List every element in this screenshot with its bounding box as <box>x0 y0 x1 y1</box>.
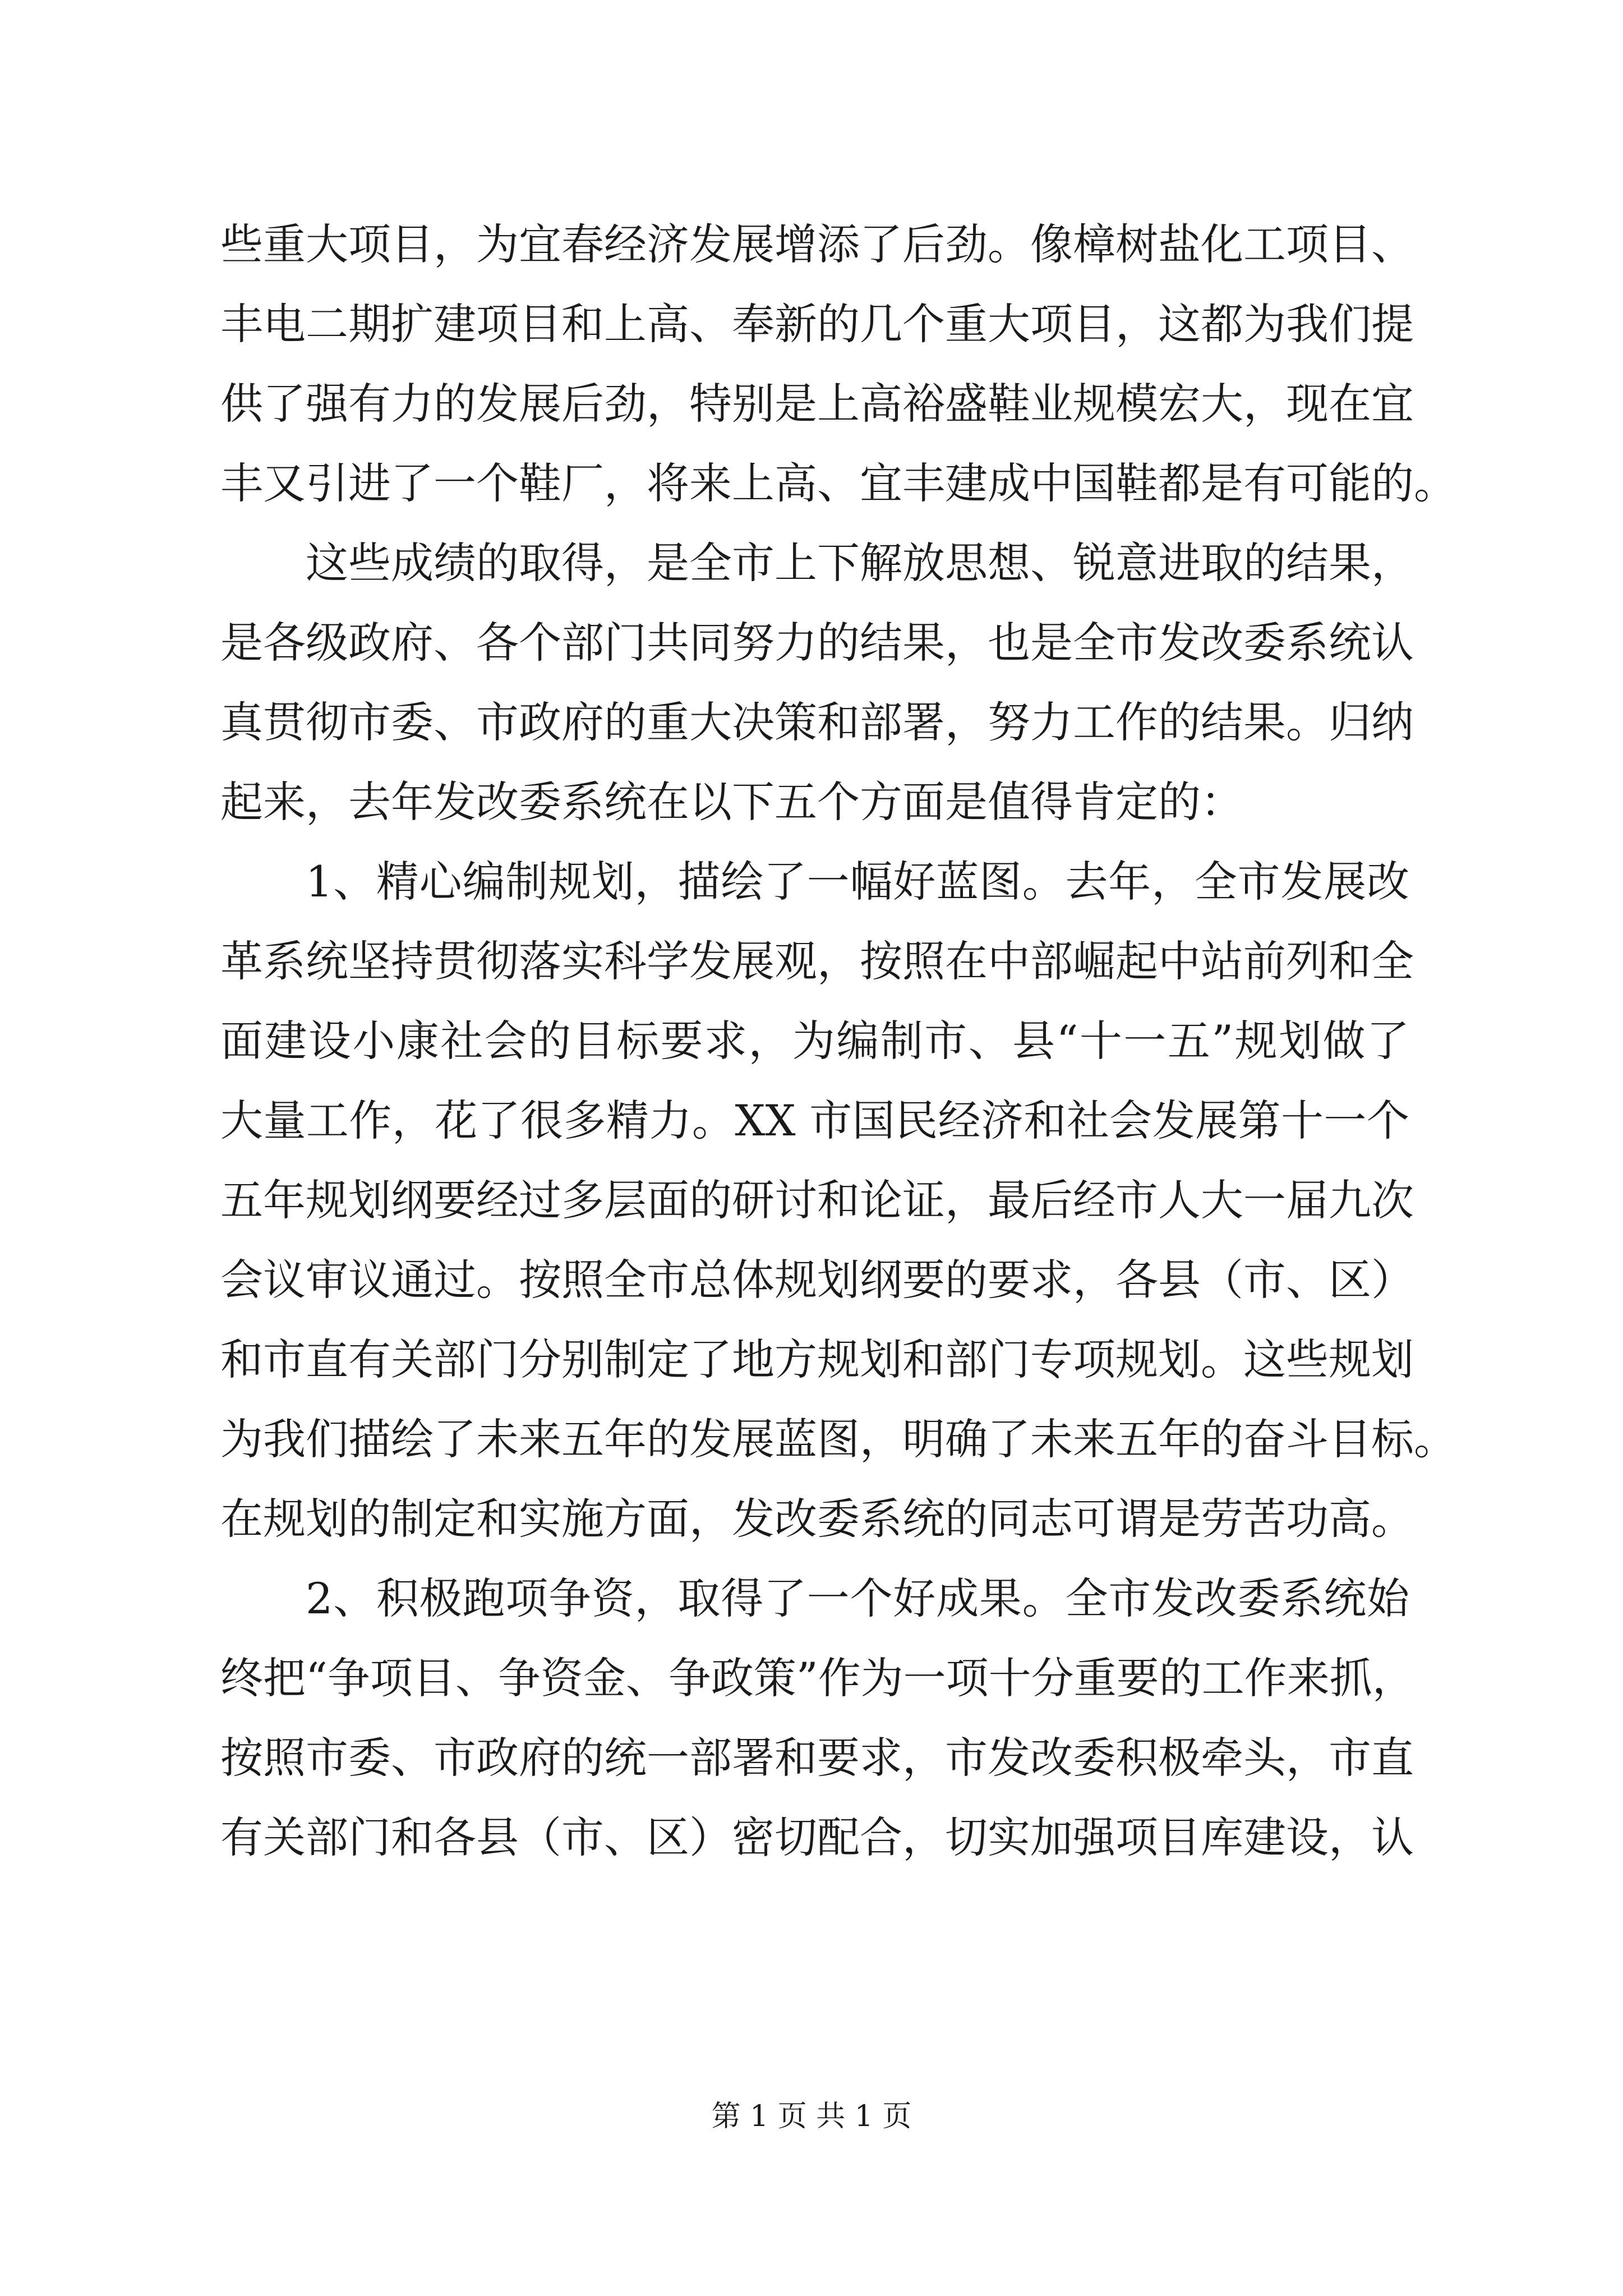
text-line: 丰又引进了一个鞋厂，将来上高、宜丰建成中国鞋都是有可能的。 <box>220 458 1456 508</box>
text-line: 供了强有力的发展后劲，特别是上高裕盛鞋业规模宏大，现在宜 <box>220 379 1414 429</box>
text-line: 2、积极跑项争资，取得了一个好成果。全市发改委系统始 <box>306 1573 1409 1623</box>
text-line: 会议审议通过。按照全市总体规划纲要的要求，各县（市、区） <box>220 1255 1414 1305</box>
text-line: 些重大项目，为宜春经济发展增添了后劲。像樟树盐化工项目、 <box>220 219 1414 269</box>
text-line: 真贯彻市委、市政府的重大决策和部署，努力工作的结果。归纳 <box>220 697 1414 747</box>
text-line: 为我们描绘了未来五年的发展蓝图，明确了未来五年的奋斗目标。 <box>220 1414 1456 1464</box>
text-line: 有关部门和各县（市、区）密切配合，切实加强项目库建设，认 <box>220 1812 1414 1862</box>
text-line: 革系统坚持贯彻落实科学发展观，按照在中部崛起中站前列和全 <box>220 936 1414 986</box>
page-footer: 第 1 页 共 1 页 <box>711 2100 912 2133</box>
text-line: 终把“争项目、争资金、争政策”作为一项十分重要的工作来抓， <box>220 1653 1415 1703</box>
text-line: 面建设小康社会的目标要求，为编制市、县“十一五”规划做了 <box>220 1016 1409 1066</box>
text-line: 大量工作，花了很多精力。XX 市国民经济和社会发展第十一个 <box>220 1096 1409 1145</box>
text-line: 1、精心编制规划，描绘了一幅好蓝图。去年，全市发展改 <box>306 857 1409 907</box>
text-line: 丰电二期扩建项目和上高、奉新的几个重大项目，这都为我们提 <box>220 299 1414 349</box>
text-line: 起来，去年发改委系统在以下五个方面是值得肯定的： <box>220 777 1243 827</box>
text-line: 这些成绩的取得，是全市上下解放思想、锐意进取的结果， <box>306 538 1414 588</box>
text-line: 五年规划纲要经过多层面的研讨和论证，最后经市人大一届九次 <box>220 1175 1414 1225</box>
text-line: 是各级政府、各个部门共同努力的结果，也是全市发改委系统认 <box>220 618 1414 668</box>
text-line: 按照市委、市政府的统一部署和要求，市发改委积极牵头，市直 <box>220 1733 1414 1783</box>
text-line: 和市直有关部门分别制定了地方规划和部门专项规划。这些规划 <box>220 1335 1414 1384</box>
text-line: 在规划的制定和实施方面，发改委系统的同志可谓是劳苦功高。 <box>220 1494 1414 1544</box>
body-text <box>220 205 1456 1878</box>
